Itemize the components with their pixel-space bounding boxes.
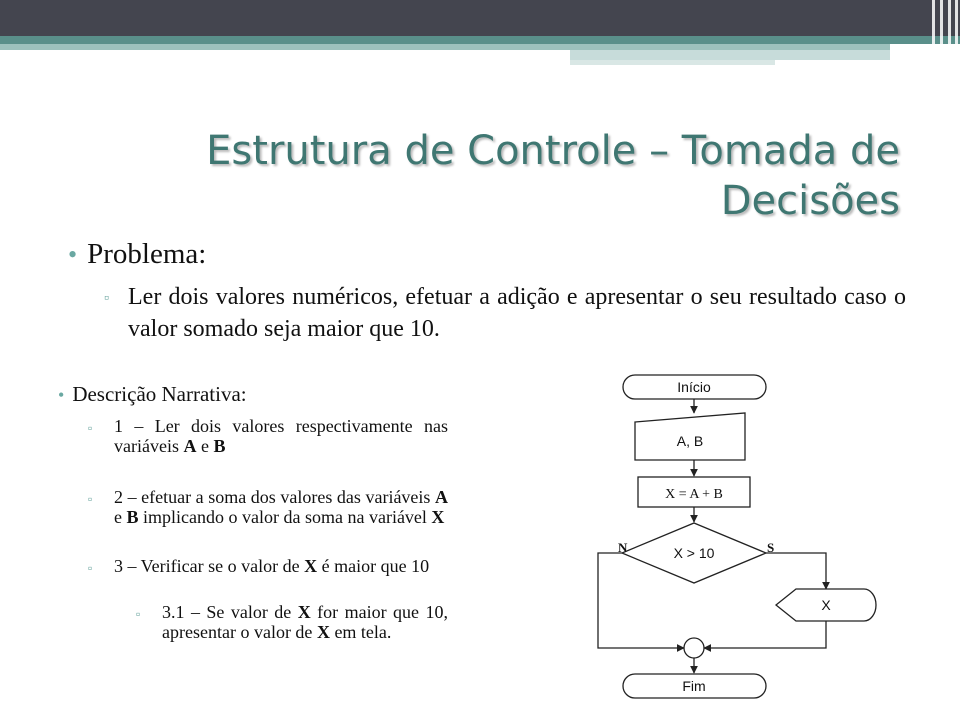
header-bar: [0, 0, 960, 36]
square-bullet-icon: ▫: [88, 492, 93, 506]
square-bullet-icon: ▫: [88, 561, 93, 575]
narrative-heading: [58, 382, 247, 407]
process-label: X = A + B: [665, 487, 723, 502]
narrative-step-3: ▫ 3 – Verificar se o valor de X é maior que 10: [88, 556, 430, 576]
no-label: N: [618, 540, 628, 555]
square-bullet-icon: ▫: [104, 291, 109, 306]
input-label: A, B: [676, 433, 704, 449]
square-bullet-icon: ▫: [88, 421, 93, 435]
narrative-heading-text: Descrição Narrativa:: [72, 382, 247, 406]
bullet-dot-icon: •: [58, 385, 65, 405]
header-decor-lines: [928, 0, 960, 48]
bullet-problem-detail-text: Ler dois valores numéricos, efetuar a adição e apresentar o seu resultado caso o valor somado seja maior que 10.: [128, 284, 906, 342]
title-line-1: Estrutura de Controle – Tomada de: [206, 128, 900, 174]
bullet-problem: [68, 238, 206, 271]
header-stripe-pale: [570, 50, 890, 60]
output-label: X: [821, 597, 831, 613]
narrative-step-2: ▫ 2 – efetuar a soma dos valores das variáveis A e B implicando o valor da soma na variável X: [88, 487, 448, 527]
arrow-yes-output: [766, 553, 826, 589]
end-label: Fim: [682, 678, 706, 694]
narrative-step-1: ▫ 1 – Ler dois valores respectivamente nas variáveis A e B: [88, 416, 448, 456]
decision-label: X > 10: [673, 545, 715, 561]
arrow-output-connector: [704, 621, 826, 648]
header-stripe-faint: [570, 60, 775, 65]
start-label: Início: [677, 379, 711, 395]
header-stripe: [0, 36, 960, 44]
title-line-2: Decisões: [720, 178, 900, 224]
slide-title: [80, 126, 900, 226]
merge-connector: [684, 638, 704, 658]
yes-label: S: [767, 540, 775, 555]
bullet-dot-icon: •: [68, 240, 78, 269]
narrative-step-3-1: ▫ 3.1 – Se valor de X for maior que 10, apresentar o valor de X em tela.: [136, 602, 448, 642]
bullet-problem-label: Problema:: [87, 238, 207, 270]
bullet-problem-detail: [96, 281, 906, 345]
flowchart: [590, 365, 890, 710]
square-bullet-icon: ▫: [136, 607, 141, 621]
